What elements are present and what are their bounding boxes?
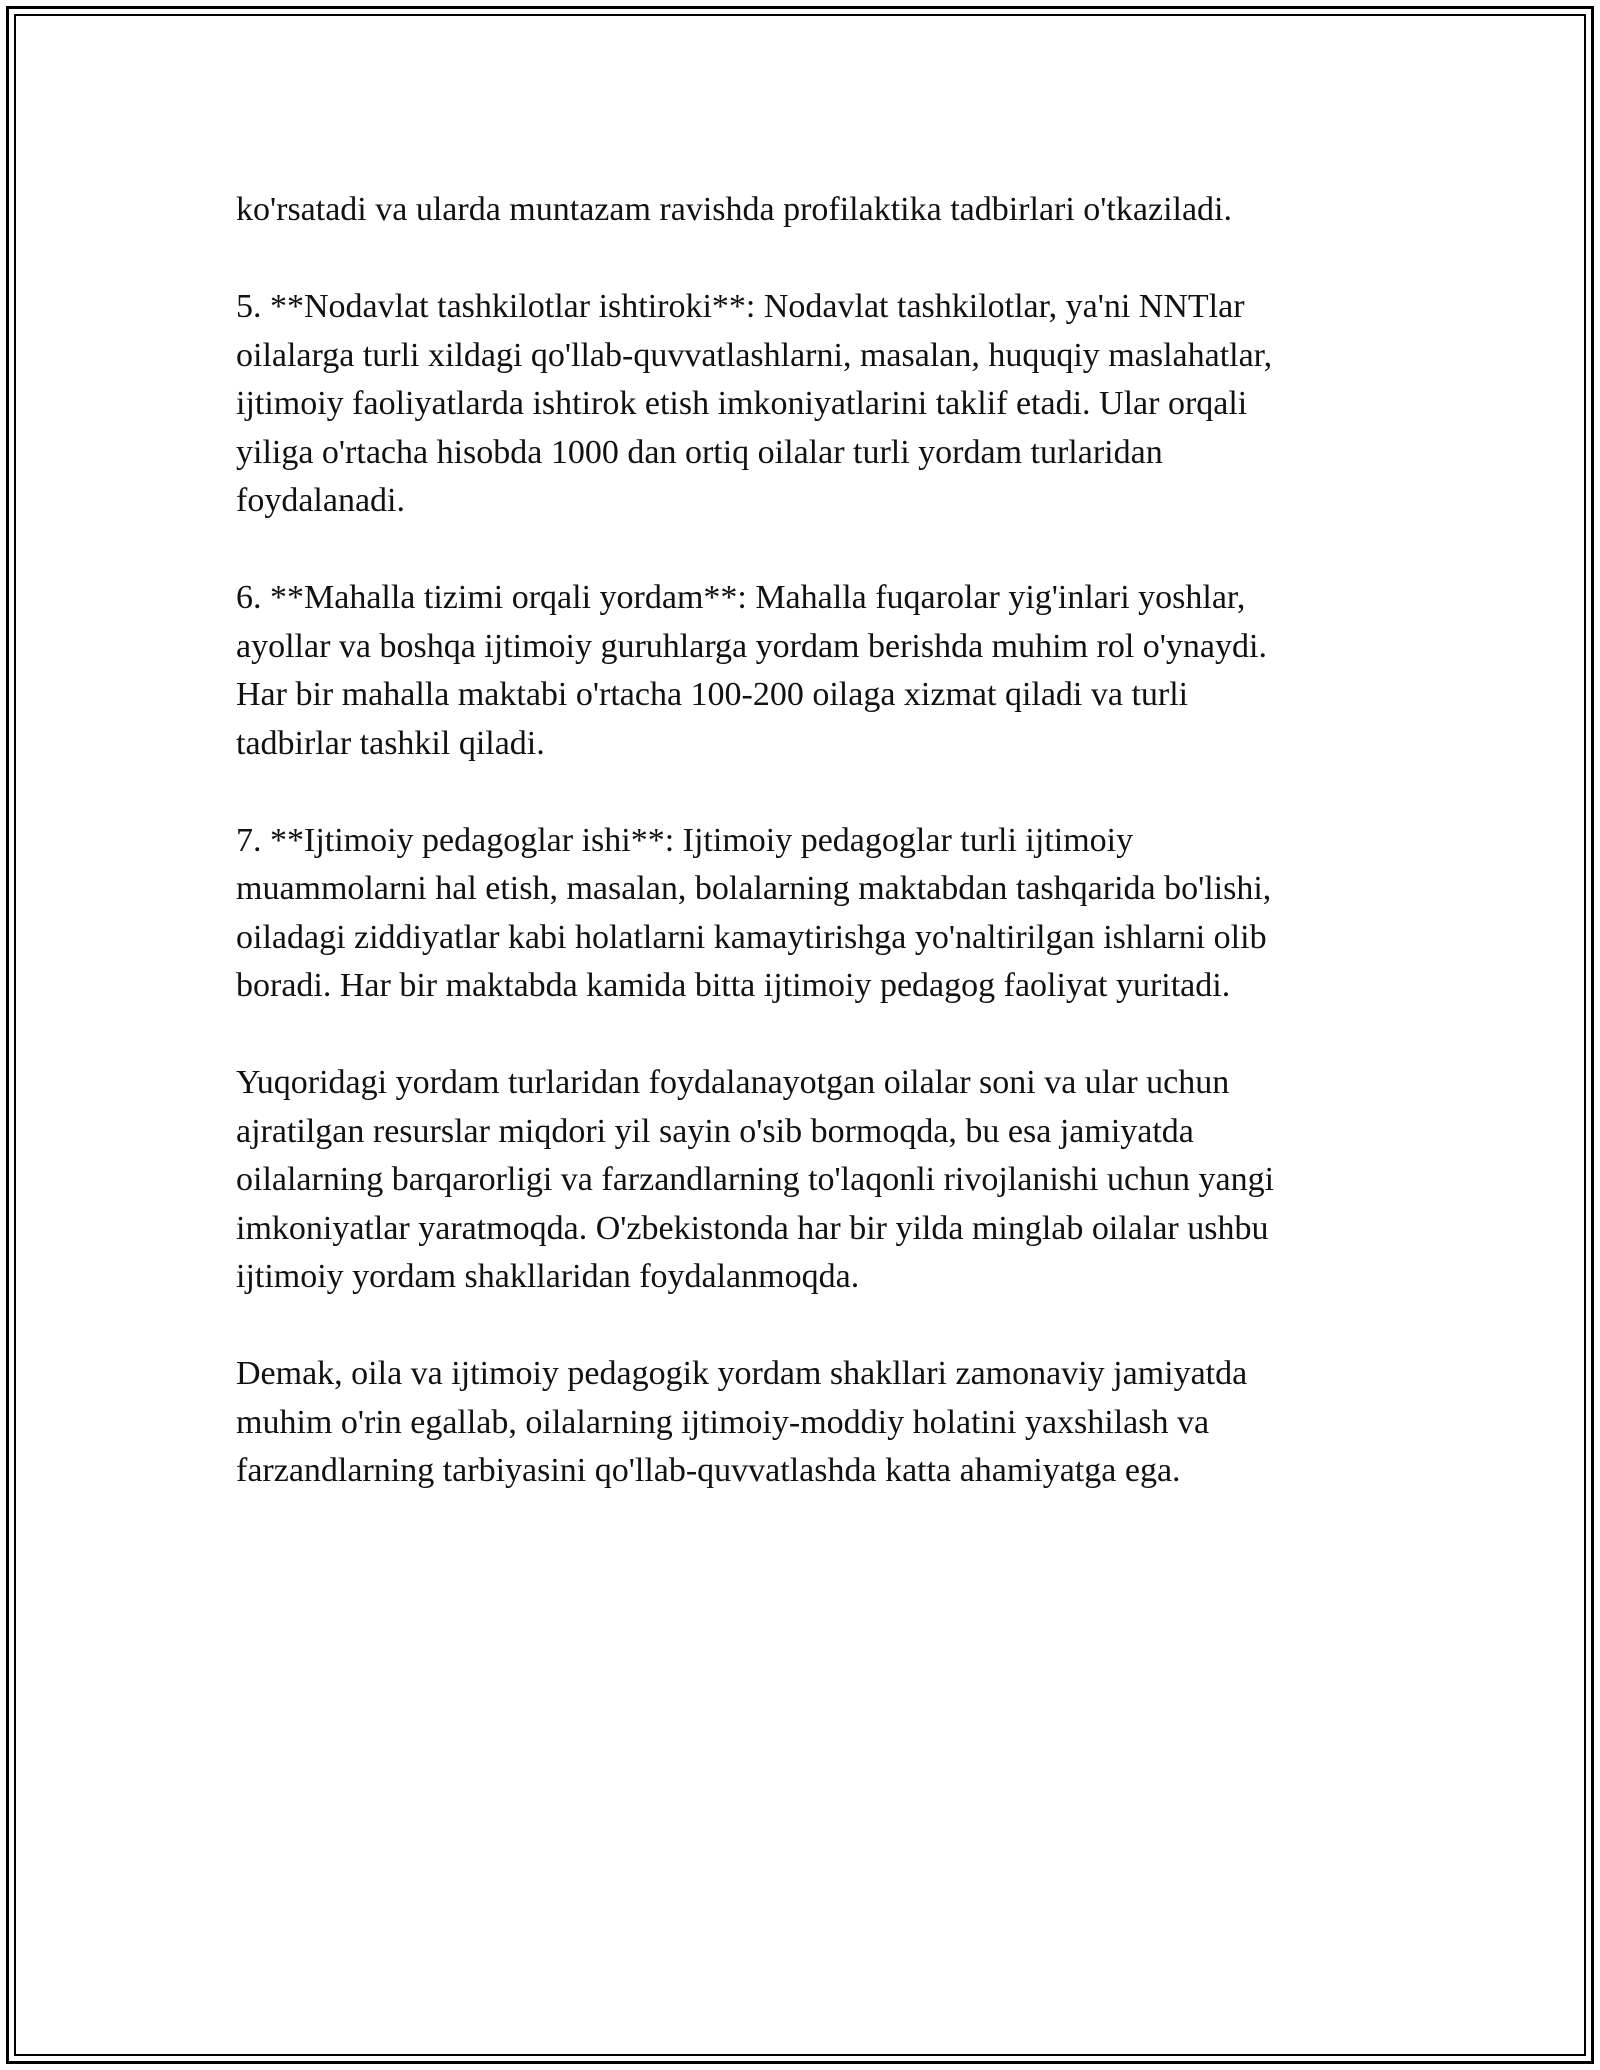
paragraph-mahalla-support: 6. **Mahalla tizimi orqali yordam**: Mahalla fuqarolar yig'inlari yoshlar, ayollar va boshqa ijtimoiy guruhlarga yordam berishda muhim rol o'ynaydi. Har bir mahalla maktabi o'rtacha 100-200 oilaga xizmat qiladi va turli tadbirlar tashkil qiladi. <box>236 579 1267 762</box>
paragraph-continuation: ko'rsatadi va ularda muntazam ravishda profilaktika tadbirlari o'tkaziladi. <box>236 191 1232 228</box>
document-body <box>236 186 1416 1544</box>
paragraph-social-pedagogues: 7. **Ijtimoiy pedagoglar ishi**: Ijtimoiy pedagoglar turli ijtimoiy muammolarni hal etish, masalan, bolalarning maktabdan tashqarida bo'lishi, oiladagi ziddiyatlar kabi holatlarni kamaytirishga yo'naltirilgan ishlarni olib boradi. Har bir maktabda kamida bitta ijtimoiy pedagog faoliyat yuritadi. <box>236 821 1272 1004</box>
paragraph-conclusion: Demak, oila va ijtimoiy pedagogik yordam shakllari zamonaviy jamiyatda muhim o'rin egallab, oilalarning ijtimoiy-moddiy holatini yaxshilash va farzandlarning tarbiyasini qo'llab-quvvatlashda katta ahamiyatga ega. <box>236 1355 1248 1489</box>
paragraph-ngo-participation: 5. **Nodavlat tashkilotlar ishtiroki**: Nodavlat tashkilotlar, ya'ni NNTlar oilalarga turli xildagi qo'llab-quvvatlashlarni, masalan, huquqiy maslahatlar, ijtimoiy faoliyatlarda ishtirok etish imkoniyatlarini taklif etadi. Ular orqali yiliga o'rtacha hisobda 1000 dan ortiq oilalar turli yordam turlaridan foydalanadi. <box>236 288 1273 519</box>
paragraph-summary: Yuqoridagi yordam turlaridan foydalanayotgan oilalar soni va ular uchun ajratilgan resurslar miqdori yil sayin o'sib bormoqda, bu esa jamiyatda oilalarning barqarorligi va farzandlarning to'laqonli rivojlanishi uchun yangi imkoniyatlar yaratmoqda. O'zbekistonda har bir yilda minglab oilalar ushbu ijtimoiy yordam shakllaridan foydalanmoqda. <box>236 1064 1275 1295</box>
